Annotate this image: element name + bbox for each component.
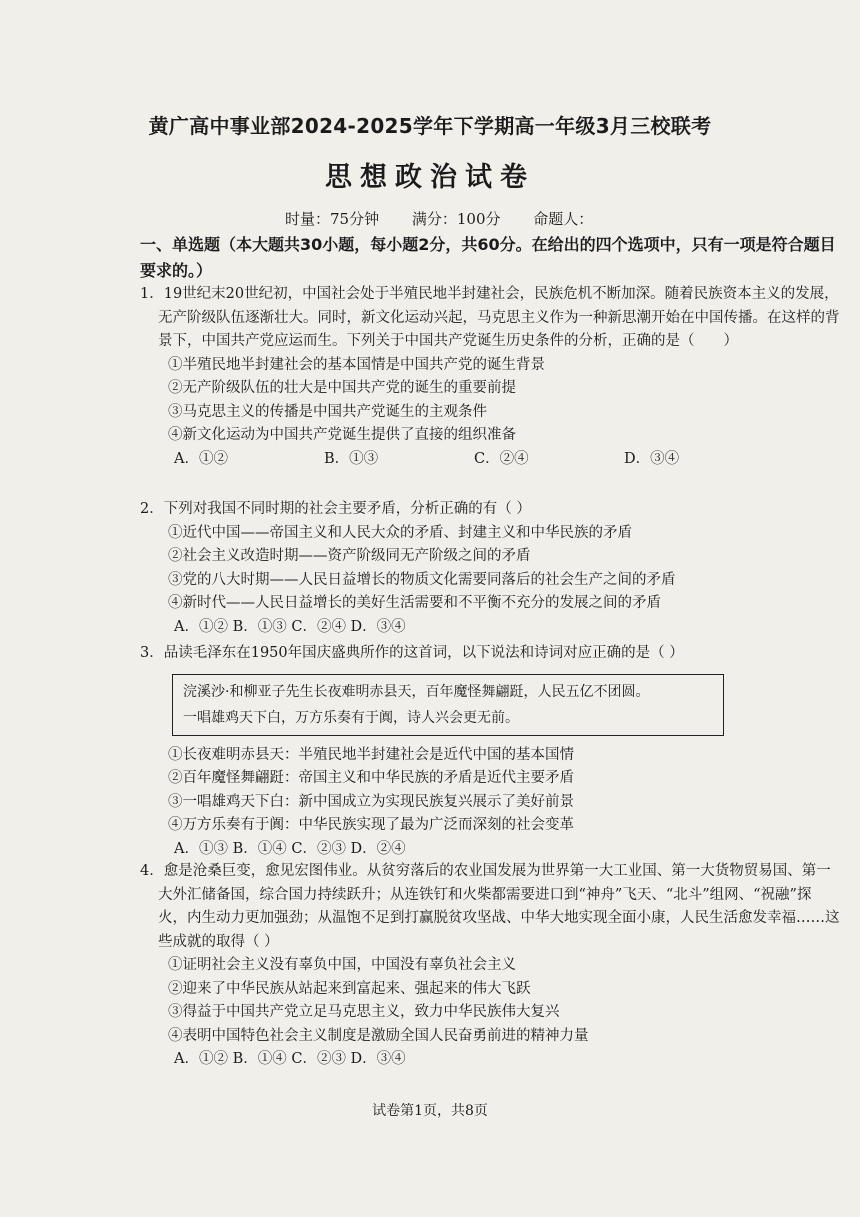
statement-option: ①长夜难明赤县天：半殖民地半封建社会是近代中国的基本国情 <box>168 746 574 763</box>
question-2 <box>140 498 840 639</box>
exam-author: 命题人： <box>533 210 594 228</box>
subject-title: 思想政治试卷 <box>325 162 535 193</box>
statement-option: ①证明社会主义没有辜负中国，中国没有辜负社会主义 <box>168 957 516 973</box>
statement-option: ②百年魔怪舞翩跹：帝国主义和中华民族的矛盾是近代主要矛盾 <box>168 770 574 786</box>
choice-d: D．③④ <box>624 450 680 467</box>
statement-option: ④表明中国特色社会主义制度是激励全国人民奋勇前进的精神力量 <box>168 1027 589 1044</box>
answer-choices: A．①③ B．①④ C．②③ D．②④ <box>174 840 406 857</box>
statement-option: ②社会主义改造时期——资产阶级同无产阶级之间的矛盾 <box>168 548 531 564</box>
question-stem: 3．品读毛泽东在1950年国庆盛典所作的这首词，以下说法和诗词对应正确的是（ ） <box>140 645 684 661</box>
choice-a: A．①② <box>174 450 228 467</box>
question-stem: 2．下列对我国不同时期的社会主要矛盾，分析正确的有（ ） <box>140 501 531 517</box>
statement-option: ③党的八大时期——人民日益增长的物质文化需要同落后的社会生产之间的矛盾 <box>168 571 676 588</box>
statement-option: ②迎来了中华民族从站起来到富起来、强起来的伟大飞跃 <box>168 980 531 997</box>
answer-choices: A．①② B．①④ C．②③ D．③④ <box>174 1051 406 1067</box>
question-4 <box>140 860 840 1072</box>
answer-choices: A．①② B．①③ C．②④ D．③④ <box>174 618 406 635</box>
poem-box <box>172 674 724 736</box>
statement-option: ①近代中国——帝国主义和人民大众的矛盾、封建主义和中华民族的矛盾 <box>168 524 632 541</box>
poem-line: 浣溪沙·和柳亚子先生长夜难明赤县天，百年魔怪舞翩跹，人民五亿不团圆。 <box>183 683 650 700</box>
statement-option: ②无产阶级队伍的壮大是中国共产党的诞生的重要前提 <box>168 380 516 396</box>
statement-option: ①半殖民地半封建社会的基本国情是中国共产党的诞生背景 <box>168 356 545 373</box>
question-stem: 1．19世纪末20世纪初，中国社会处于半殖民地半封建社会，民族危机不断加深。随着民族资本主义的发展，无产阶级队伍逐渐壮大。同时，新文化运动兴起，马克思主义作为一种新思潮开始在中国传播。在这样的背景下，中国共产党应运而生。下列关于中国共产党诞生历史条件的分析，正确的是（ ） <box>140 286 840 349</box>
choice-b: B．①③ <box>324 450 379 467</box>
poem-line: 一唱雄鸡天下白，万方乐奏有于阗，诗人兴会更无前。 <box>183 709 519 726</box>
exam-title: 黄广高中事业部2024-2025学年下学期高一年级3月三校联考 <box>148 114 712 138</box>
statement-option: ③一唱雄鸡天下白：新中国成立为实现民族复兴展示了美好前景 <box>168 793 574 810</box>
statement-option: ③得益于中国共产党立足马克思主义，致力中华民族伟大复兴 <box>168 1004 560 1020</box>
statement-option: ③马克思主义的传播是中国共产党诞生的主观条件 <box>168 403 487 420</box>
exam-meta <box>285 208 621 229</box>
statement-option: ④新文化运动为中国共产党诞生提供了直接的组织准备 <box>168 427 516 443</box>
question-3 <box>140 642 840 861</box>
page-footer: 试卷第1页，共8页 <box>372 1103 488 1119</box>
statement-option: ④万方乐奏有于阗：中华民族实现了最为广泛而深刻的社会变革 <box>168 817 574 833</box>
answer-choices <box>140 448 840 472</box>
exam-time: 时量：75分钟 <box>285 210 380 228</box>
question-stem: 4．愈是沧桑巨变，愈见宏图伟业。从贫穷落后的农业国发展为世界第一大工业国、第一大货物贸易国、第一大外汇储备国，综合国力持续跃升；从连铁钉和火柴都需要进口到“神舟”飞天、“北斗”组网、“祝融”探火，内生动力更加强劲；从温饱不足到打赢脱贫攻坚战、中华大地实现全面小康，人民生活愈发幸福……这些成就的取得（ ） <box>140 863 840 950</box>
statement-option: ④新时代——人民日益增长的美好生活需要和不平衡不充分的发展之间的矛盾 <box>168 595 661 611</box>
question-1 <box>140 283 840 471</box>
section-heading: 一、单选题（本大题共30小题，每小题2分，共60分。在给出的四个选项中，只有一项是符合题目要求的。） <box>140 235 836 280</box>
exam-score: 满分：100分 <box>411 210 501 228</box>
choice-c: C．②④ <box>474 450 529 467</box>
